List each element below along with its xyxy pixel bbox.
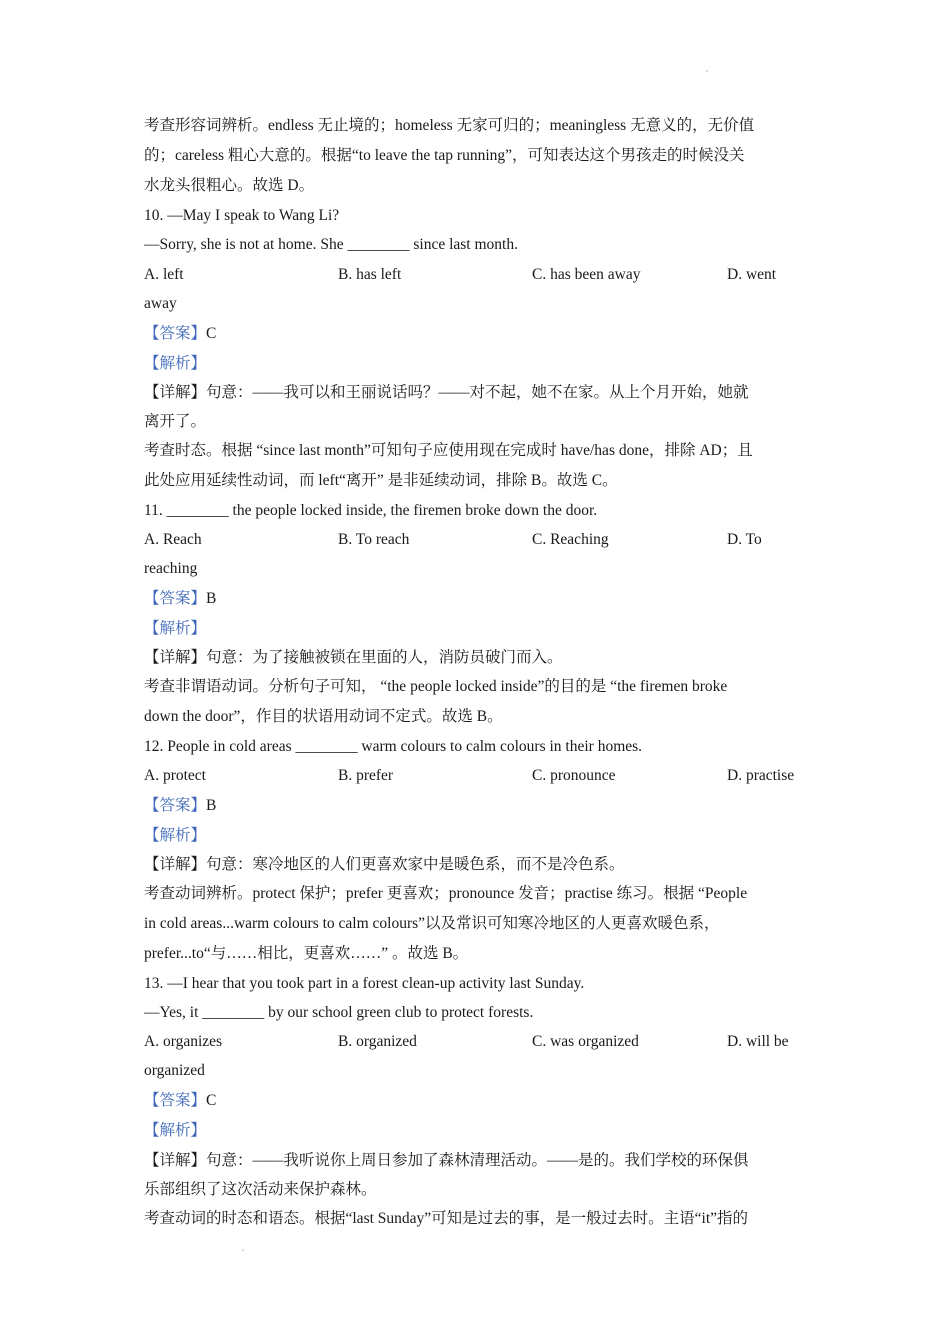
detail-line: 考查动词辨析。protect 保护；prefer 更喜欢；pronounce 发音；practise 练习。根据 “People: [144, 885, 748, 902]
option-a: A. Reach: [144, 531, 202, 548]
answer-label: 【答案】: [144, 1092, 207, 1109]
option-d: D. went: [727, 266, 777, 283]
option-b: B. organized: [338, 1033, 417, 1050]
answer-line: [144, 589, 814, 609]
option-c: C. has been away: [532, 266, 641, 283]
answer-label: 【答案】: [144, 797, 207, 814]
q9-explain-line: 的；careless 粗心大意的。根据“to leave the tap running”，可知表达这个男孩走的时候没关: [144, 147, 745, 164]
detail-line: 乐部组织了这次活动来保护森林。: [144, 1181, 377, 1198]
question-13-stem: 13. —I hear that you took part in a forest clean-up activity last Sunday.: [144, 975, 585, 992]
answer-line: [144, 1091, 814, 1111]
option-b: B. prefer: [338, 767, 394, 784]
analysis-label: 【解析】: [144, 827, 207, 844]
option-c: C. pronounce: [532, 767, 616, 784]
q9-explain-line: 考查形容词辨析。endless 无止境的；homeless 无家可归的；meaningless 无意义的，无价值: [144, 117, 755, 134]
question-12-options: [144, 766, 814, 786]
option-d: D. To: [727, 531, 762, 548]
question-13-stem: —Yes, it ________ by our school green club to protect forests.: [144, 1004, 534, 1021]
detail-line: 考查时态。根据 “since last month”可知句子应使用现在完成时 have/has done，排除 AD；且: [144, 442, 753, 459]
option-d: D. will be: [727, 1033, 789, 1050]
answer-line: [144, 796, 814, 816]
detail-line: 【详解】句意：寒冷地区的人们更喜欢家中是暖色系，而不是冷色系。: [144, 856, 625, 873]
detail-line: 考查非谓语动词。分析句子可知， “the people locked inside”的目的是 “the firemen broke: [144, 678, 728, 695]
question-11-options: [144, 530, 814, 550]
detail-line: prefer...to“与……相比，更喜欢……” 。故选 B。: [144, 945, 469, 962]
detail-line: down the door”，作目的状语用动词不定式。故选 B。: [144, 708, 503, 725]
option-d: D. practise: [727, 767, 795, 784]
option-b: B. To reach: [338, 531, 410, 548]
detail-line: in cold areas...warm colours to calm colours”以及常识可知寒冷地区的人更喜欢暖色系，: [144, 915, 720, 932]
option-a: A. protect: [144, 767, 206, 784]
analysis-label: 【解析】: [144, 355, 207, 372]
option-b: B. has left: [338, 266, 402, 283]
answer-line: [144, 324, 814, 344]
answer-value: C: [206, 1092, 217, 1109]
question-11-stem: 11. ________ the people locked inside, the firemen broke down the door.: [144, 502, 598, 519]
answer-value: C: [206, 325, 217, 342]
answer-label: 【答案】: [144, 590, 207, 607]
detail-line: 【详解】句意：为了接触被锁在里面的人，消防员破门而入。: [144, 649, 563, 666]
option-c: C. was organized: [532, 1033, 639, 1050]
scan-dot: [242, 1249, 244, 1251]
detail-line: 离开了。: [144, 413, 207, 430]
option-wrap: organized: [144, 1062, 205, 1079]
detail-line: 此处应用延续性动词，而 left“离开” 是非延续动词，排除 B。故选 C。: [144, 472, 618, 489]
q9-explain-line: 水龙头很粗心。故选 D。: [144, 177, 315, 194]
question-10-stem: —Sorry, she is not at home. She ________ since last month.: [144, 236, 518, 253]
scan-dot: [706, 70, 708, 72]
question-13-options: [144, 1032, 814, 1052]
question-10-options: [144, 265, 814, 285]
answer-label: 【答案】: [144, 325, 207, 342]
option-c: C. Reaching: [532, 531, 609, 548]
answer-value: B: [206, 590, 217, 607]
answer-value: B: [206, 797, 217, 814]
option-a: A. left: [144, 266, 184, 283]
detail-line: 【详解】句意：——我可以和王丽说话吗？——对不起，她不在家。从上个月开始，她就: [144, 384, 749, 401]
analysis-label: 【解析】: [144, 620, 207, 637]
question-10-stem: 10. —May I speak to Wang Li?: [144, 207, 340, 224]
question-12-stem: 12. People in cold areas ________ warm colours to calm colours in their homes.: [144, 738, 643, 755]
analysis-label: 【解析】: [144, 1122, 207, 1139]
option-wrap: away: [144, 295, 177, 312]
detail-line: 考查动词的时态和语态。根据“last Sunday”可知是过去的事，是一般过去时。主语“it”指的: [144, 1210, 749, 1227]
detail-line: 【详解】句意：——我听说你上周日参加了森林清理活动。——是的。我们学校的环保俱: [144, 1152, 749, 1169]
option-wrap: reaching: [144, 560, 198, 577]
option-a: A. organizes: [144, 1033, 223, 1050]
